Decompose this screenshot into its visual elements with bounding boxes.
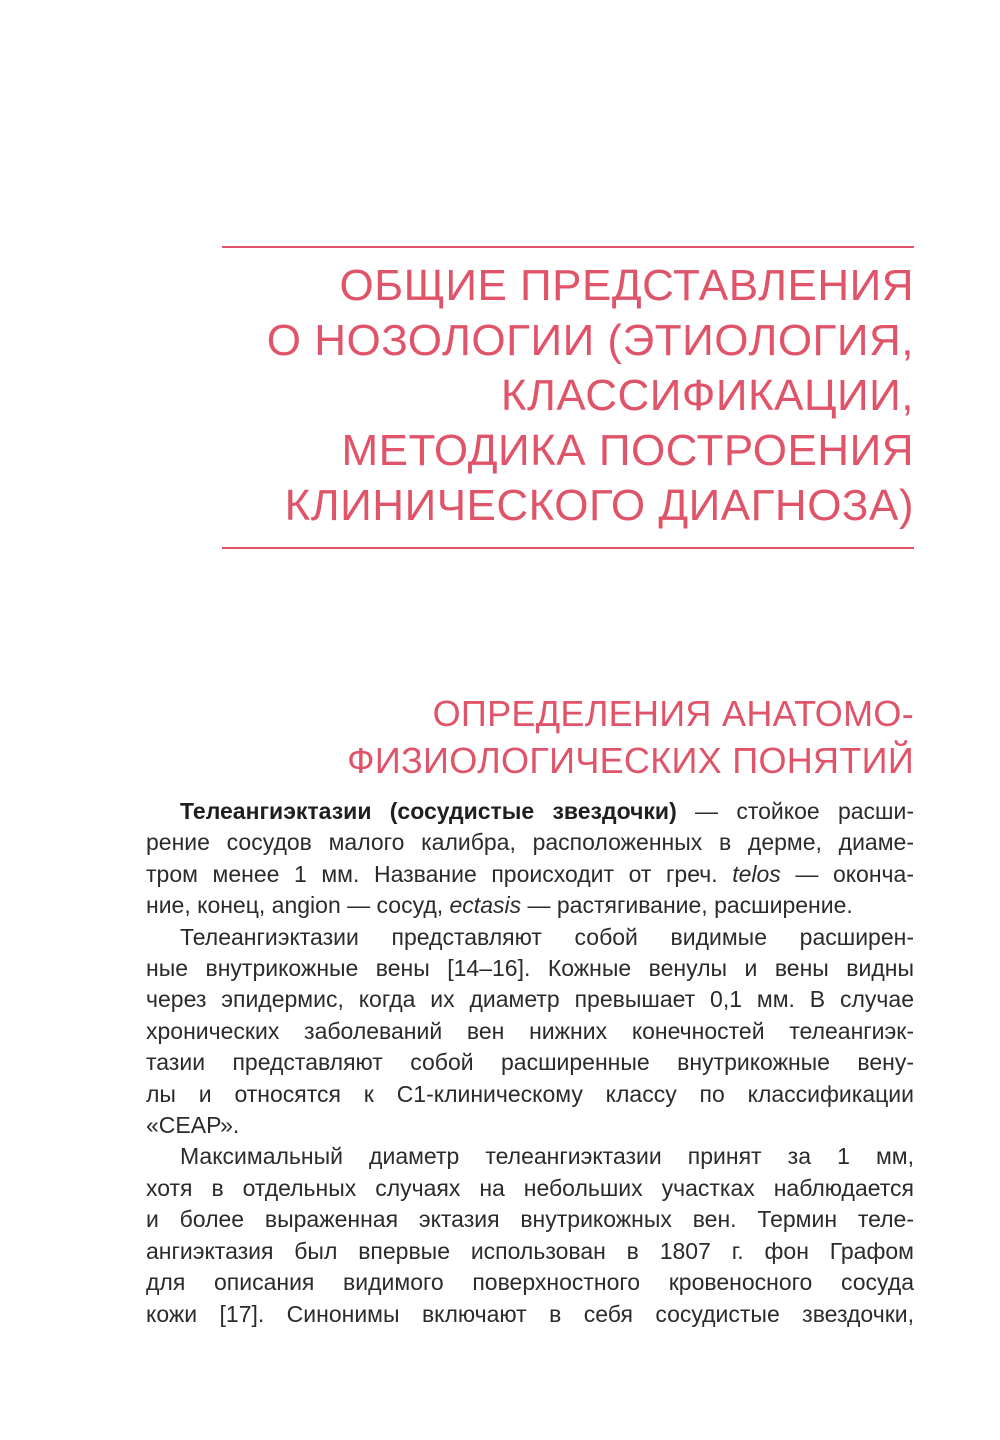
body-text <box>146 796 914 1330</box>
paragraph-description <box>146 922 914 1142</box>
section-title-line: ФИЗИОЛОГИЧЕСКИХ ПОНЯТИЙ <box>347 740 914 781</box>
chapter-title-line: КЛИНИЧЕСКОГО ДИАГНОЗА) <box>284 481 914 530</box>
text-line <box>146 796 914 827</box>
term-telangiectasia: Телеангиэктазии (сосудистые звездочки) <box>180 798 677 824</box>
chapter-title-line: КЛАССИФИКАЦИИ, <box>500 371 914 420</box>
chapter-title-line: О НОЗОЛОГИИ (ЭТИОЛОГИЯ, <box>266 316 914 365</box>
chapter-title-line: МЕТОДИКА ПОСТРОЕНИЯ <box>341 426 914 475</box>
text-line: для описания видимого поверхностного кровеносного сосуда <box>146 1269 914 1296</box>
text-line: и более выраженная эктазия внутрикожных вен. Термин теле- <box>146 1206 914 1233</box>
text-line: Телеангиэктазии представляют собой видимые расширен- <box>180 923 914 950</box>
text-line: кожи [17]. Синонимы включают в себя сосудистые звездочки, <box>146 1300 914 1327</box>
paragraph-history <box>146 1141 914 1329</box>
text-line: рение сосудов малого калибра, расположенных в дерме, диаме- <box>146 829 914 856</box>
text-fragment: — стойкое расши- <box>676 798 915 824</box>
text-fragment: — оконча- <box>780 860 914 887</box>
text-line: тазии представляют собой расширенные внутрикожные вену- <box>146 1049 914 1076</box>
text-fragment: — растягивание, расширение. <box>521 892 853 919</box>
text-line <box>146 890 914 921</box>
section-title-line: ОПРЕДЕЛЕНИЯ АНАТОМО- <box>432 693 914 734</box>
text-line: через эпидермис, когда их диаметр превышает 0,1 мм. В случае <box>146 986 914 1013</box>
chapter-title-line: ОБЩИЕ ПРЕДСТАВЛЕНИЯ <box>339 261 914 310</box>
text-line: хотя в отдельных случаях на небольших участках наблюдается <box>146 1174 914 1201</box>
text-fragment: ние, конец, angion — сосуд, <box>146 892 450 919</box>
text-line <box>146 859 914 890</box>
italic-term: ectasis <box>449 892 522 919</box>
text-line: Максимальный диаметр телеангиэктазии принят за 1 мм, <box>180 1143 914 1170</box>
chapter-title-bottom-rule <box>222 547 914 549</box>
chapter-title <box>180 258 914 533</box>
paragraph-definition <box>146 796 914 922</box>
text-line: лы и относятся к С1-клиническому классу по классификации <box>146 1080 914 1107</box>
section-title <box>200 690 914 784</box>
text-fragment: тром менее 1 мм. Название происходит от греч. <box>146 860 733 887</box>
text-line: хронических заболеваний вен нижних конечностей телеангиэк- <box>146 1017 914 1044</box>
italic-term: telos <box>732 860 781 887</box>
chapter-title-top-rule <box>222 246 914 248</box>
text-line: ангиэктазия был впервые использован в 1807 г. фон Графом <box>146 1237 914 1264</box>
text-line: «СЕАР». <box>146 1112 240 1139</box>
text-line: ные внутрикожные вены [14–16]. Кожные венулы и вены видны <box>146 955 914 982</box>
